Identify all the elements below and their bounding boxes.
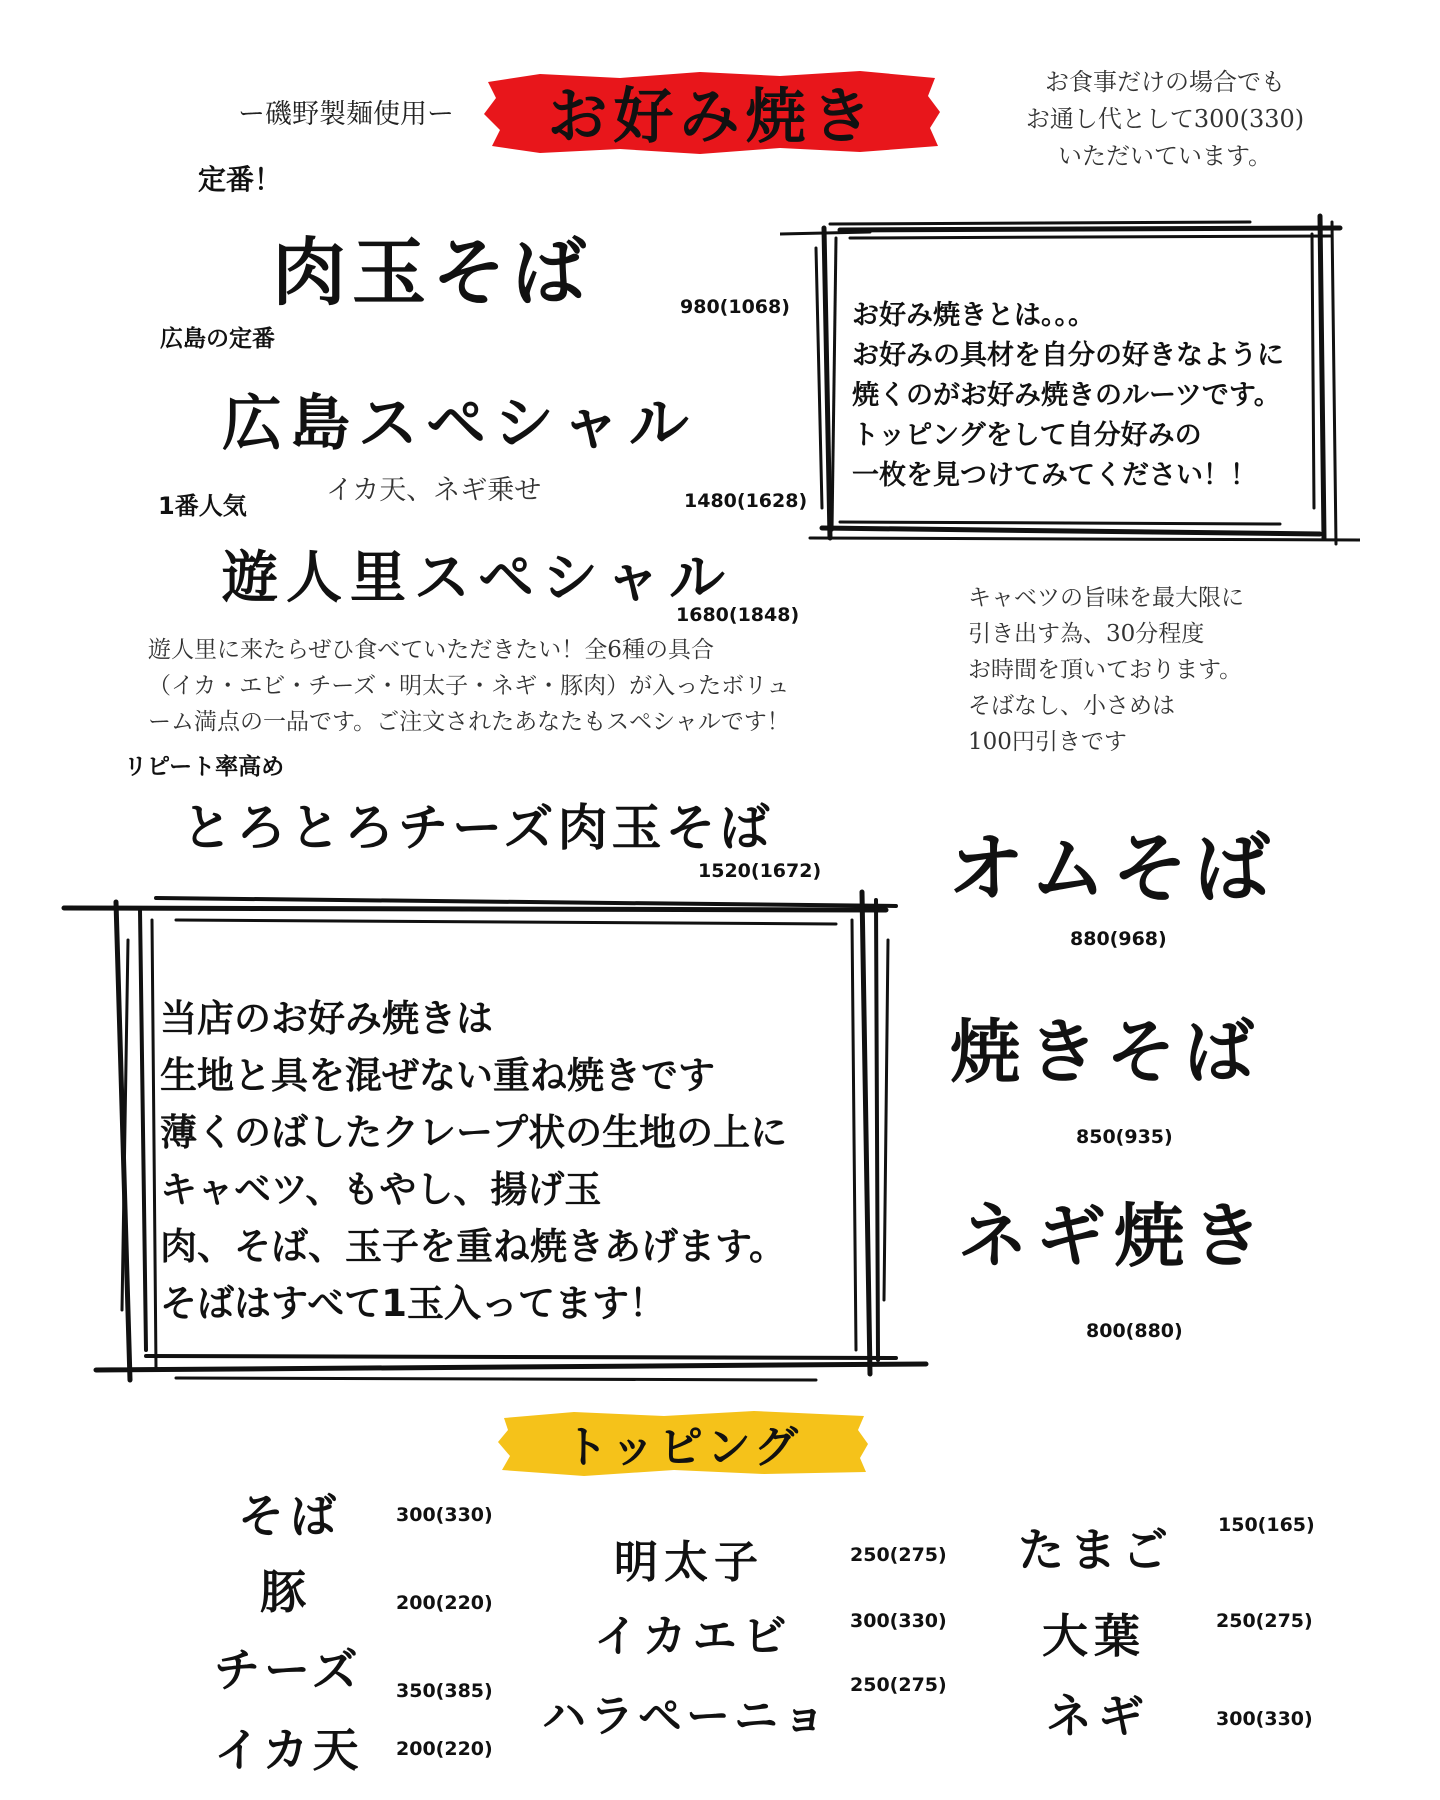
menu-price-2: 1480(1628)	[684, 490, 808, 512]
topping-name: 明太子	[614, 1537, 764, 1588]
topping-name: イカ天	[214, 1723, 363, 1777]
topping-name: ハラペーニョ	[542, 1691, 830, 1742]
toppings-banner	[494, 1408, 872, 1478]
topping-price: 200(220)	[396, 1738, 493, 1760]
menu-name-1: 肉玉そば	[272, 230, 592, 316]
topping-name: たまご	[1018, 1523, 1174, 1577]
side-menu-price-3: 800(880)	[1086, 1320, 1183, 1342]
service-charge-notice: お食事だけの場合でも お通し代として300(330) いただいています。	[1025, 68, 1305, 170]
topping-price: 350(385)	[396, 1680, 493, 1702]
menu-price-1: 980(1068)	[680, 296, 790, 318]
menu-name-3: 遊人里スペシャル	[222, 546, 733, 611]
topping-name: 大葉	[1042, 1609, 1146, 1663]
topping-price: 250(275)	[850, 1544, 947, 1566]
header-subtitle: ー磯野製麺使用ー	[238, 99, 454, 130]
menu-tag-2: 広島の定番	[160, 326, 275, 352]
page-title: お好み焼き	[547, 82, 878, 152]
menu-price-4: 1520(1672)	[698, 860, 822, 882]
topping-name: ネギ	[1046, 1689, 1150, 1743]
style-box-text: 当店のお好み焼きは 生地と具を混ぜない重ね焼きです 薄くのばしたクレープ状の生地の上に キャベツ、もやし、揚げ玉 肉、そば、玉子を重ね焼きあげます。 そばはすべて1玉入ってます！	[160, 997, 788, 1325]
topping-name: イカエビ	[594, 1611, 793, 1662]
menu-description-3: 遊人里に来たらぜひ食べていただきたい！全6種の具合 （イカ・エビ・チーズ・明太子・ネギ・豚肉）が入ったボリュ ーム満点の一品です。ご注文されたあなたもスペシャルです！	[148, 637, 790, 735]
topping-name: チーズ	[214, 1643, 362, 1697]
topping-price: 200(220)	[396, 1592, 493, 1614]
about-box-text: お好み焼きとは。。。 お好みの具材を自分の好きなように 焼くのがお好み焼きのルーツです。 トッピングをして自分好みの 一枚を見つけてみてください！！	[852, 300, 1284, 491]
title-banner	[480, 68, 945, 156]
topping-price: 150(165)	[1218, 1514, 1315, 1536]
topping-price: 300(330)	[1216, 1708, 1313, 1730]
menu-tag-3: 1番人気	[158, 492, 247, 520]
topping-price: 250(275)	[850, 1674, 947, 1696]
cabbage-note: キャベツの旨味を最大限に 引き出す為、30分程度 お時間を頂いております。 そばなし、小さめは 100円引きです	[968, 585, 1244, 755]
topping-price: 300(330)	[396, 1504, 493, 1526]
toppings-title: トッピング	[564, 1422, 802, 1473]
topping-price: 250(275)	[1216, 1610, 1313, 1632]
topping-name: 豚	[260, 1565, 306, 1619]
menu-tag-4: リピート率高め	[124, 754, 285, 780]
menu-note-2: イカ天、ネギ乗せ	[326, 475, 542, 506]
side-menu-name-3: ネギ焼き	[958, 1195, 1270, 1277]
side-menu-price-1: 880(968)	[1070, 928, 1167, 950]
side-menu-price-2: 850(935)	[1076, 1126, 1173, 1148]
side-menu-name-1: オムそば	[948, 824, 1276, 913]
menu-name-4: とろとろチーズ肉玉そば	[182, 799, 774, 857]
menu-name-2: 広島スペシャル	[222, 389, 697, 459]
menu-tag-1: 定番！	[198, 163, 283, 196]
topping-price: 300(330)	[850, 1610, 947, 1632]
menu-price-3: 1680(1848)	[676, 604, 800, 626]
topping-name: そば	[238, 1489, 342, 1543]
side-menu-name-2: 焼きそば	[950, 1011, 1262, 1093]
